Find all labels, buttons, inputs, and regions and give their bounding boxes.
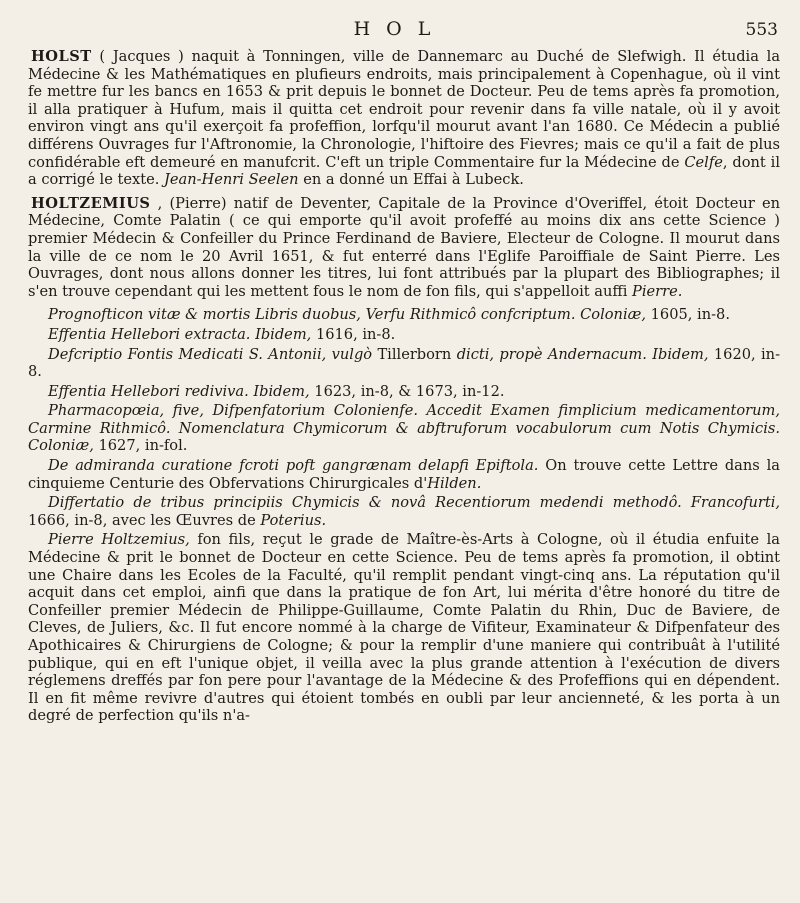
entry-forename: , (Pierre) [157,194,227,212]
son-text: fon fils, reçut le grade de Maître-ès-Arts à Cologne, où il étudia enfuite la Médecine & prit le bonnet de Docteur en cette Science. Peu de tems après fa promotion, il obtint une Chaire dans les Ecoles de la Faculté, qu'il remplit pendant vingt-cinq ans. La réputation qu'il acquit dans cet emploi, ainfi que dans la pratique de fon Art, lui mérita d'être honoré du titre de Confeiller premier Médecin de Philippe-Guillaume, Comte Palatin du Rhin, Duc de Baviere, de Cleves, de Juliers, &c. Il fut encore nommé à la charge de Vifiteur, Examinateur & Difpenfateur des Apothicaires & Chirurgiens de Cologne; & pour la remplir d'une maniere qui contribuât à l'utilité publique, qui en eft l'unique objet, il veilla avec la plus grande attention à l'exécution de divers réglemens dreffés par fon pere pour l'avantage de la Médecine & des Profeffions qui en dépendent. Il en fit même revivre d'autres qui étoient tombés en oubli par leur ancienneté, & les porta à un degré de perfection qu'ils n'a- [28,531,781,725]
work-item [28,346,780,381]
work-title: Pharmacopœia, five, Difpenfatorium Colonienfe. Accedit Examen fimplicium medicamentorum, Carmine Rithmicô. Nomenclatura Chymicorum & abftruforum vocabulorum cum Notis Chymicis. Coloniæ, [28,402,780,455]
page-number: 553 [745,20,778,40]
work-item [28,383,780,401]
entry-text: natif de Deventer, Capitale de la Province d'Overiffel, étoit Docteur en Médecine, Comte Palatin ( ce qui emporte qu'il avoit profeffé au moins dix ans cette Science ) premier Médecin & Confeiller du Prince Ferdinand de Baviere, Electeur de Cologne. Il mourut dans la ville de ce nom le 20 Avril 1651, & fut enterré dans l'Eglife Paroiffiale de Saint Pierre. Les Ouvrages, dont nous allons donner les titres, lui font attribués par la plupart des Bibliographes; il s'en trouve cependant qui les mettent fous le nom de fon fils, qui s'appelloit auffi [28,194,781,300]
work-item [28,457,780,492]
work-title-cont: dicti, propè Andernacum. Ibidem, [456,345,709,363]
work-title: Effentia Hellebori extracta. Ibidem, [48,325,312,343]
son-paragraph [28,531,780,725]
work-title-cont: Poterius. [260,511,327,529]
work-detail: Tillerborn [377,345,452,363]
body-text [28,48,780,727]
work-detail: 1616, in-8. [315,325,396,343]
work-detail: 1666, in-8, avec les Œuvres de [28,511,256,529]
entry-text-last: en a donné un Effai à Lubeck. [303,171,524,189]
work-title: Effentia Hellebori rediviva. Ibidem, [48,382,310,400]
work-detail-cont: 1620, in-8. [28,345,781,381]
son-name: Pierre Holtzemius, [48,531,190,549]
work-title: Prognofticon vitæ & mortis Libris duobus, Verfu Rithmicô confcriptum. Coloniæ, [48,306,646,324]
entry-name: HOLTZEMIUS [31,194,151,212]
work-item [28,306,780,324]
work-detail: On trouve cette Lettre dans la cinquieme Centurie des Obfervations Chirurgicales d' [28,457,780,492]
work-detail: 1627, in-fol. [98,437,188,455]
entry-italic: Pierre. [632,282,683,300]
entry-author: Jean-Henri Seelen [164,171,299,189]
work-detail: 1605, in-8. [650,306,730,324]
entry-text-after: , dont il a corrigé le texte. [28,153,781,189]
work-detail: 1623, in-8, & 1673, in-12. [314,382,505,400]
entry-holtzemius [28,195,780,301]
entry-name: HOLST [31,48,92,65]
entry-text: naquit à Tonningen, ville de Dannemarc au Duché de Slefwigh. Il étudia la Médecine & les Mathématiques en plufieurs endroits, mais principalement à Copenhague, où il vint fe mettre fur les bancs en 1653 & prit depuis le bonnet de Docteur. Peu de tems après fa promotion, il alla pratiquer à Hufum, mais il quitta cet endroit pour revenir dans fa ville natale, où il y avoit environ vingt ans qu'il exerçoit fa profeffion, lorfqu'il mourut avant l'an 1680. Ce Médecin a publié différens Ouvrages fur l'Aftronomie, la Chronologie, l'hiftoire des Fievres; mais ce qu'il a fait de plus confidérable eft demeuré en manufcrit. C'eft un triple Commentaire fur la Médecine de [28,48,781,171]
work-title: Defcriptio Fontis Medicati S. Antonii, vulgò [48,345,373,363]
running-head [0,18,800,42]
running-title: HOL [353,18,447,40]
entry-italic: Celfe [684,153,723,171]
work-title: De admiranda curatione fcroti poft gangrænam delapfi Epiftola. [48,457,539,475]
work-item [28,402,780,455]
work-title-cont: Hilden. [427,474,482,492]
work-item [28,326,780,344]
work-item [28,494,780,529]
work-title: Differtatio de tribus principiis Chymicis & novâ Recentiorum medendi methodô. Francofurti, [48,494,780,512]
entry-forename: ( Jacques ) [99,48,184,65]
entry-holst [28,48,780,189]
